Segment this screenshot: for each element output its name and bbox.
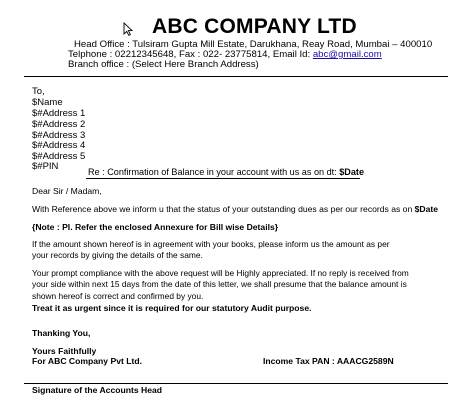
telephone-fax-label: Telphone : 02212345648, Fax : 022- 23775814, Email Id: [68, 49, 313, 60]
note-text: {Note : Pl. Refer the enclosed Annexure for Bill wise Details} [32, 222, 279, 232]
income-tax-pan: Income Tax PAN : AAACG2589N [263, 356, 394, 366]
intro-text: With Reference above we inform u that the status of your outstanding dues as per our records as on [32, 204, 415, 214]
to-label: To, [32, 86, 45, 97]
agreement-paragraph: If the amount shown hereof is in agreement with your books, please inform us the amount as per your records by giving the details of the same. [32, 239, 390, 261]
recipient-address-2: $#Address 2 [32, 119, 86, 130]
email-link[interactable]: abc@gmail.com [312, 49, 382, 60]
mouse-cursor-icon [123, 22, 133, 36]
compliance-paragraph: Your prompt compliance with the above request will be Highly appreciated. If no reply is received from your side within next 15 days from the date of this letter, we shall presume that the balance amount is shown hereof is correct and confirmed by you. [32, 268, 409, 301]
yours-faithfully: Yours Faithfully [32, 346, 97, 356]
subject-text: Re : Confirmation of Balance in your account with us as on dt: [88, 167, 340, 177]
signature-label: Signature of the Accounts Head [32, 385, 163, 395]
recipient-address-3: $#Address 3 [32, 130, 86, 141]
thanking-line: Thanking You, [32, 328, 91, 338]
head-office-address: Head Office : Tulsiram Gupta Mill Estate, Darukhana, Reay Road, Mumbai – 400010 [74, 39, 433, 50]
salutation: Dear Sir / Madam, [32, 186, 102, 196]
subject-underline [86, 178, 360, 179]
intro-date: $Date [414, 204, 439, 214]
intro-line [32, 204, 438, 214]
signature-divider [24, 383, 448, 384]
branch-office: Branch office : (Select Here Branch Address) [68, 59, 259, 70]
recipient-address-4: $#Address 4 [32, 140, 86, 151]
recipient-address-1: $#Address 1 [32, 108, 86, 119]
recipient-address-5: $#Address 5 [32, 151, 86, 162]
urgent-note: Treat it as urgent since it is required for our statutory Audit purpose. [32, 303, 312, 313]
recipient-name: $Name [32, 97, 63, 108]
company-name: ABC COMPANY LTD [152, 15, 357, 38]
header-divider [24, 76, 448, 77]
recipient-pin: $#PIN [32, 161, 59, 172]
subject-date: $Date [339, 167, 365, 177]
subject-line [88, 167, 364, 177]
for-company: For ABC Company Pvt Ltd. [32, 356, 142, 366]
